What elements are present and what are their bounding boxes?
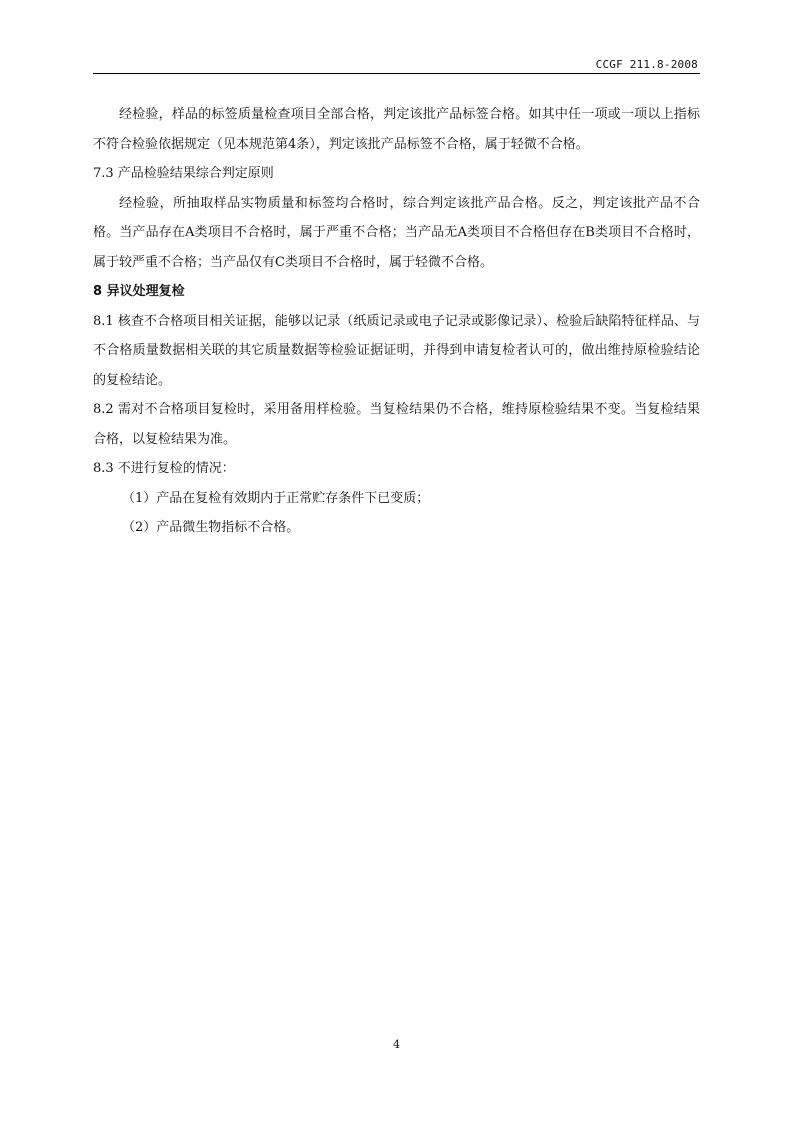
section-7-3-paragraph: 经检验，所抽取样品实物质量和标签均合格时，综合判定该批产品合格。反之，判定该批产品不合格。当产品存在A类项目不合格时，属于严重不合格；当产品无A类项目不合格但存在B类项目不合格时，属于较严重不合格；当产品仅有C类项目不合格时，属于轻微不合格。 [93,195,700,270]
standard-code: CCGF 211.8-2008 [595,58,698,71]
section-8-3-paragraph: 8.3 不进行复检的情况： [93,461,235,476]
document-body [93,100,700,543]
section-8-1-paragraph: 8.1 核查不合格项目相关证据，能够以记录（纸质记录或电子记录或影像记录）、检验后缺陷特征样品、与不合格质量数据相关联的其它质量数据等检验证据证明，并得到申请复检者认可的，做出维持原检验结论的复检结论。 [93,313,700,388]
section-8-heading: 8 异议处理复检 [93,284,185,299]
label-conclusion-paragraph: 经检验，样品的标签质量检查项目全部合格，判定该批产品标签合格。如其中任一项或一项以上指标不符合检验依据规定（见本规范第4条），判定该批产品标签不合格，属于轻微不合格。 [93,107,700,152]
list-item: （2）产品微生物指标不合格。 [122,520,300,535]
section-7-3-heading: 7.3 产品检验结果综合判定原则 [93,166,274,181]
section-8-2-paragraph: 8.2 需对不合格项目复检时，采用备用样检验。当复检结果仍不合格，维持原检验结果不变。当复检结果合格，以复检结果为准。 [93,402,700,447]
list-item: （1）产品在复检有效期内于正常贮存条件下已变质； [122,490,430,506]
header-rule [93,73,700,74]
page-number: 4 [393,1038,400,1051]
